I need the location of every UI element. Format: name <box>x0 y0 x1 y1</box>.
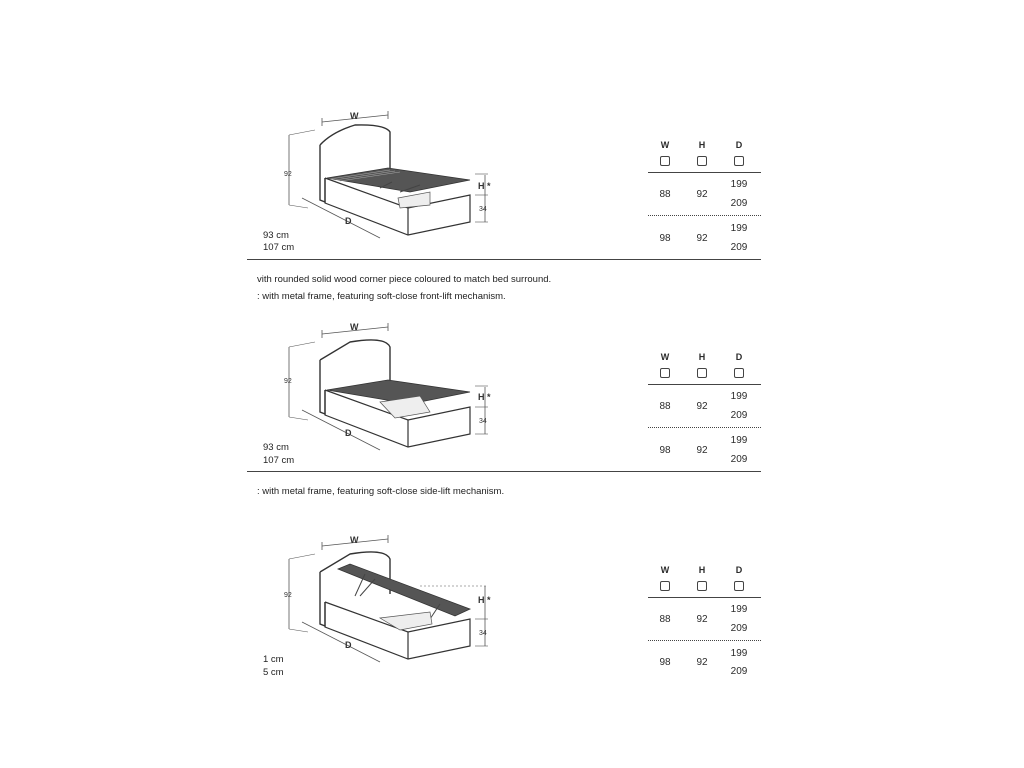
cm-line: 93 cm <box>263 442 289 453</box>
checkbox-h[interactable] <box>697 581 707 591</box>
section-divider <box>247 471 761 472</box>
cell-w: 98 <box>659 233 671 244</box>
dim-d-label: D <box>345 216 352 226</box>
dim-height-label: 92 <box>284 171 292 178</box>
checkbox-d[interactable] <box>734 156 744 166</box>
dim-d-label: D <box>345 428 352 438</box>
cell-d1: 199 <box>730 604 748 615</box>
description-line: : with metal frame, featuring soft-close front-lift mechanism. <box>257 291 506 302</box>
col-header-d: D <box>735 140 743 150</box>
dim-w-label: W <box>350 322 359 332</box>
dim-h-label: H * <box>478 595 491 605</box>
cell-d2: 209 <box>730 410 748 421</box>
cm-line: 5 cm <box>263 667 284 678</box>
cell-w: 88 <box>659 614 671 625</box>
cell-d2: 209 <box>730 198 748 209</box>
cell-w: 98 <box>659 657 671 668</box>
cm-line: 1 cm <box>263 654 284 665</box>
dim-height-label: 92 <box>284 378 292 385</box>
cell-d2: 209 <box>730 454 748 465</box>
checkbox-w[interactable] <box>660 581 670 591</box>
dim-base-label: 34 <box>479 630 487 637</box>
bed-drawing-side-lift <box>280 534 510 664</box>
cell-d2: 209 <box>730 623 748 634</box>
checkbox-w[interactable] <box>660 156 670 166</box>
cm-line: 107 cm <box>263 242 295 253</box>
description-line: : with metal frame, featuring soft-close side-lift mechanism. <box>257 486 505 497</box>
checkbox-d[interactable] <box>734 581 744 591</box>
col-header-w: W <box>660 352 670 362</box>
cm-line: 93 cm <box>263 230 289 241</box>
col-header-h: H <box>698 140 706 150</box>
dim-height-label: 92 <box>284 592 292 599</box>
cell-d1: 199 <box>730 179 748 190</box>
checkbox-h[interactable] <box>697 368 707 378</box>
cell-d1: 199 <box>730 648 748 659</box>
dim-d-label: D <box>345 640 352 650</box>
cell-d2: 209 <box>730 666 748 677</box>
dim-base-label: 34 <box>479 418 487 425</box>
bed-drawing-front-lift <box>280 322 510 452</box>
cell-h: 92 <box>696 445 708 456</box>
cell-h: 92 <box>696 233 708 244</box>
cell-d1: 199 <box>730 435 748 446</box>
cm-line: 107 cm <box>263 455 295 466</box>
cell-d1: 199 <box>730 223 748 234</box>
col-header-h: H <box>698 352 706 362</box>
col-header-d: D <box>735 352 743 362</box>
col-header-h: H <box>698 565 706 575</box>
col-header-d: D <box>735 565 743 575</box>
dim-h-label: H * <box>478 181 491 191</box>
cell-w: 88 <box>659 189 671 200</box>
dim-h-label: H * <box>478 392 491 402</box>
cell-h: 92 <box>696 657 708 668</box>
bed-drawing-front-lift-corner <box>280 110 510 240</box>
cell-h: 92 <box>696 401 708 412</box>
col-header-w: W <box>660 565 670 575</box>
dim-w-label: W <box>350 111 359 121</box>
cell-h: 92 <box>696 189 708 200</box>
checkbox-w[interactable] <box>660 368 670 378</box>
dim-w-label: W <box>350 535 359 545</box>
cell-w: 98 <box>659 445 671 456</box>
description-line: vith rounded solid wood corner piece coloured to match bed surround. <box>257 274 552 285</box>
checkbox-h[interactable] <box>697 156 707 166</box>
section-divider <box>247 259 761 260</box>
dim-base-label: 34 <box>479 206 487 213</box>
cell-h: 92 <box>696 614 708 625</box>
cell-d1: 199 <box>730 391 748 402</box>
cell-d2: 209 <box>730 242 748 253</box>
checkbox-d[interactable] <box>734 368 744 378</box>
col-header-w: W <box>660 140 670 150</box>
cell-w: 88 <box>659 401 671 412</box>
